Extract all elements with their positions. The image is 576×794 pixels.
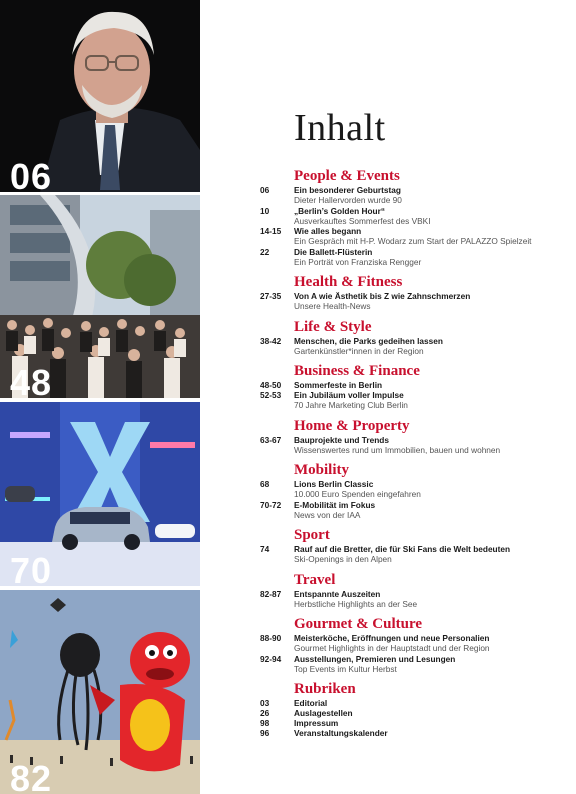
entry-title: Meisterköche, Eröffnungen und neue Personalien — [294, 633, 490, 643]
entry-page: 22 — [260, 246, 270, 257]
photo-car-exhibition — [0, 402, 200, 586]
section-heading: People & Events — [294, 168, 400, 184]
photo-portrait — [0, 0, 200, 192]
entry-subtitle: Unsere Health-News — [294, 301, 371, 311]
entry-page: 74 — [260, 544, 270, 554]
photo-kites — [0, 590, 200, 794]
entry-page: 38-42 — [260, 335, 282, 346]
toc-entry[interactable] — [260, 247, 570, 268]
toc-entry[interactable] — [260, 226, 570, 247]
entry-page: 82-87 — [260, 588, 282, 599]
section-heading: Travel — [294, 571, 336, 588]
section-heading: Gourmet & Culture — [294, 616, 423, 632]
entry-subtitle: 10.000 Euro Spenden eingefahren — [294, 489, 421, 499]
entry-subtitle: Ausverkauftes Sommerfest des VBKI — [294, 215, 431, 226]
section-heading: Home & Property — [294, 417, 410, 434]
entry-subtitle: Herbstliche Highlights an der See — [294, 598, 418, 609]
entry-subtitle: 70 Jahre Marketing Club Berlin — [294, 400, 408, 410]
entry-title: Rauf auf die Bretter, die für Ski Fans die Welt bedeuten — [294, 544, 511, 554]
toc-entry[interactable] — [260, 728, 570, 738]
entry-title: Von A wie Ästhetik bis Z wie Zahnschmerzen — [294, 291, 471, 301]
section-heading: Rubriken — [294, 681, 356, 697]
entry-page: 26 — [260, 708, 270, 718]
section-heading: Sport — [294, 527, 330, 543]
entry-page: 27-35 — [260, 291, 282, 301]
entry-title: Veranstaltungskalender — [294, 728, 388, 738]
page-number-label: 82 — [10, 758, 53, 794]
entry-page: 48-50 — [260, 380, 282, 390]
entry-subtitle: Top Events im Kultur Herbst — [294, 663, 397, 674]
entry-title: Wie alles begann — [294, 226, 362, 236]
entry-page: 70-72 — [260, 499, 282, 510]
entry-title: „Berlin’s Golden Hour“ — [294, 205, 385, 216]
entry-page: 14-15 — [260, 226, 282, 236]
entry-title: Bauprojekte und Trends — [294, 434, 389, 445]
entry-title: Lions Berlin Classic — [294, 479, 374, 489]
toc-entry[interactable] — [260, 500, 570, 521]
entry-page: 88-90 — [260, 633, 282, 643]
entry-title: Impressum — [294, 718, 339, 728]
entry-page: 68 — [260, 479, 270, 489]
toc-entry[interactable] — [260, 185, 570, 206]
entry-title: E-Mobilität im Fokus — [294, 499, 376, 510]
toc-entry[interactable] — [260, 544, 570, 565]
toc-entry[interactable] — [260, 336, 570, 357]
toc-entry[interactable] — [260, 654, 570, 675]
entry-title: Ein Jubiläum voller Impulse — [294, 390, 404, 400]
entry-title: Ein besonderer Geburtstag — [294, 185, 401, 195]
entry-title: Ausstellungen, Premieren und Lesungen — [294, 653, 456, 664]
entry-title: Die Ballett-Flüsterin — [294, 246, 373, 257]
toc-entry[interactable] — [260, 718, 570, 728]
section-heading: Health & Fitness — [294, 274, 403, 290]
entry-title: Sommerfeste in Berlin — [294, 380, 383, 390]
toc-entry[interactable] — [260, 479, 570, 500]
toc-entry[interactable] — [260, 633, 570, 654]
toc-entry[interactable] — [260, 291, 570, 312]
section-heading: Mobility — [294, 462, 349, 478]
entry-subtitle: Ein Porträt von Franziska Rengger — [294, 256, 422, 267]
entry-subtitle: Ski-Openings in den Alpen — [294, 554, 392, 564]
entry-subtitle: Dieter Hallervorden wurde 90 — [294, 195, 402, 205]
entry-title: Editorial — [294, 698, 328, 708]
page-title: Inhalt — [294, 107, 386, 149]
entry-subtitle: News von der IAA — [294, 509, 361, 520]
entry-subtitle: Gourmet Highlights in der Hauptstadt und der Region — [294, 643, 490, 653]
section-heading: Business & Finance — [294, 363, 420, 379]
page-number-label: 48 — [10, 362, 53, 398]
entry-page: 06 — [260, 185, 270, 195]
table-of-contents — [260, 167, 570, 738]
entry-title: Auslagestellen — [294, 708, 353, 718]
toc-entry[interactable] — [260, 698, 570, 708]
toc-entry[interactable] — [260, 589, 570, 610]
entry-title: Entspannte Auszeiten — [294, 588, 381, 599]
toc-entry[interactable] — [260, 390, 570, 411]
section-heading: Life & Style — [294, 318, 372, 335]
entry-page: 10 — [260, 205, 270, 216]
entry-page: 63-67 — [260, 434, 282, 445]
toc-entry[interactable] — [260, 435, 570, 456]
entry-title: Menschen, die Parks gedeihen lassen — [294, 335, 443, 346]
entry-subtitle: Ein Gespräch mit H-P. Wodarz zum Start der PALAZZO Spielzeit — [294, 236, 532, 246]
page-number-label: 70 — [10, 550, 53, 586]
photo-summer-party — [0, 195, 200, 398]
entry-page: 52-53 — [260, 390, 282, 400]
entry-subtitle: Wissenswertes rund um Immobilien, bauen und wohnen — [294, 444, 501, 455]
toc-entry[interactable] — [260, 380, 570, 390]
entry-page: 03 — [260, 698, 270, 708]
toc-entry[interactable] — [260, 206, 570, 227]
entry-page: 96 — [260, 728, 270, 738]
entry-page: 98 — [260, 718, 270, 728]
toc-entry[interactable] — [260, 708, 570, 718]
photo-column — [0, 0, 200, 794]
entry-page: 92-94 — [260, 653, 282, 664]
page-number-label: 06 — [10, 156, 53, 192]
entry-subtitle: Gartenkünstler*innen in der Region — [294, 345, 424, 356]
